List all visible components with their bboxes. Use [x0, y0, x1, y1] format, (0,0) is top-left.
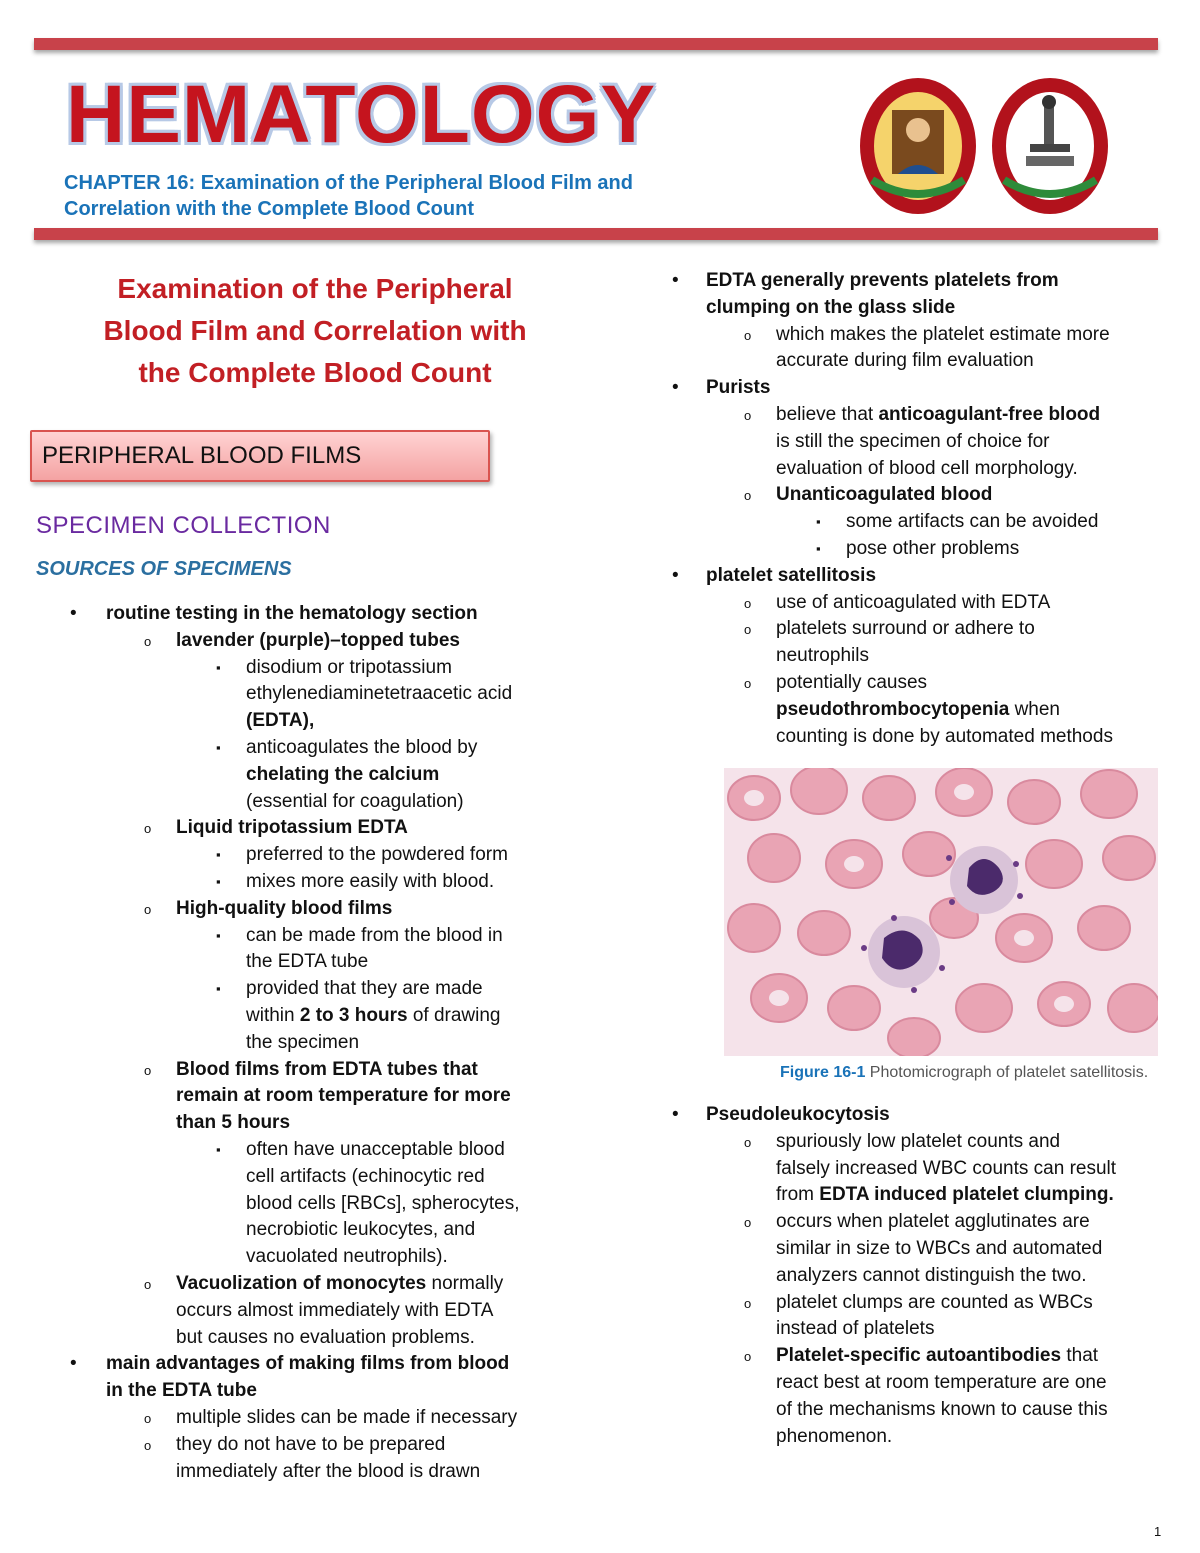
- list-item: • main advantages of making films from blood in the EDTA tube o multiple slides can be made if necessary o they do not have to be prepared immediately after the blood is drawn: [30, 1351, 600, 1485]
- list-item: • platelet satellitosis o use of anticoagulated with EDTA o platelets surround or adhere to neutrophils o potentially causes pseudothrombocytopenia when counting is done by automated methods: [660, 563, 1170, 751]
- list-item: o Unanticoagulated blood ▪ some artifacts can be avoided ▪ pose other problems: [660, 482, 1170, 562]
- list-item: o platelet clumps are counted as WBCs instead of platelets: [660, 1290, 1170, 1344]
- list-item: ▪ mixes more easily with blood.: [30, 869, 600, 896]
- list-item: ▪ can be made from the blood in the EDTA tube: [30, 923, 600, 977]
- list-item: ▪ often have unacceptable blood cell artifacts (echinocytic red blood cells [RBCs], spherocytes, necrobiotic leukocytes, and vacuolated neutrophils).: [30, 1137, 600, 1271]
- list-item: ▪ anticoagulates the blood by chelating the calcium (essential for coagulation): [30, 735, 600, 815]
- college-seal-logo: [990, 76, 1110, 216]
- list-item: o lavender (purple)–topped tubes ▪ disodium or tripotassium ethylenediaminetetraacetic acid (EDTA), ▪ anticoagulates the blood by chelating the calcium (essential for coagulation): [30, 628, 600, 816]
- list-item: • routine testing in the hematology section o lavender (purple)–topped tubes ▪ disodium or tripotassium ethylenediaminetetraacetic acid (EDTA), ▪ anticoagulates the blood by chelating the calcium (essential for coagulation) o Liquid tripotassium EDTA ▪ preferred to the powdered form ▪ mixes more easily with blood. o High-quality blood films ▪ can be made from the blood in the EDTA tube ▪ provided that they are made within 2 to 3 hours of drawing the specimen o Blood films from EDTA tubes that remain at room temperature for more than 5 hours ▪ often have unacceptable blood cell artifacts (echinocytic red blood cells [RBCs], spherocytes, necrobiotic leukocytes, and vacuolated neutrophils). o Vacuolization of monocytes normally occurs almost immediately with EDTA but causes no evaluation problems.: [30, 601, 600, 1351]
- subsubsection-heading: SOURCES OF SPECIMENS: [36, 558, 292, 580]
- list-item: • EDTA generally prevents platelets from clumping on the glass slide o which makes the platelet estimate more accurate during film evaluation: [660, 268, 1170, 375]
- university-seal-logo: [858, 76, 978, 216]
- bullet-list: [660, 1102, 1170, 1450]
- list-item: o Blood films from EDTA tubes that remain at room temperature for more than 5 hours ▪ often have unacceptable blood cell artifacts (echinocytic red blood cells [RBCs], spherocytes, necrobiotic leukocytes, and vacuolated neutrophils).: [30, 1057, 600, 1271]
- list-item: o multiple slides can be made if necessary: [30, 1405, 600, 1432]
- list-item: ▪ disodium or tripotassium ethylenediaminetetraacetic acid (EDTA),: [30, 655, 600, 735]
- document-heading: Examination of the Peripheral Blood Film and Correlation with the Complete Blood Count: [103, 273, 527, 388]
- subsection-heading: SPECIMEN COLLECTION: [36, 512, 331, 539]
- list-item: o platelets surround or adhere to neutrophils: [660, 616, 1170, 670]
- list-item: o High-quality blood films ▪ can be made from the blood in the EDTA tube ▪ provided that they are made within 2 to 3 hours of drawing the specimen: [30, 896, 600, 1057]
- bullet-list: [30, 601, 600, 1485]
- chapter-subtitle: CHAPTER 16: Examination of the Peripheral Blood Film and Correlation with the Complete Blood Count: [64, 172, 633, 220]
- photomicrograph-figure: [724, 768, 1158, 1056]
- header-bottom-bar: [34, 228, 1158, 240]
- list-item: o spuriously low platelet counts and falsely increased WBC counts can result from EDTA induced platelet clumping.: [660, 1129, 1170, 1209]
- list-item: ▪ some artifacts can be avoided: [660, 509, 1170, 536]
- bullet-list: [660, 268, 1170, 750]
- list-item: o Platelet-specific autoantibodies that react best at room temperature are one of the mechanisms known to cause this phenomenon.: [660, 1343, 1170, 1450]
- list-item: o occurs when platelet agglutinates are similar in size to WBCs and automated analyzers cannot distinguish the two.: [660, 1209, 1170, 1289]
- left-column: [30, 268, 600, 1485]
- list-item: o Vacuolization of monocytes normally occurs almost immediately with EDTA but causes no evaluation problems.: [30, 1271, 600, 1351]
- list-item: o they do not have to be prepared immediately after the blood is drawn: [30, 1432, 600, 1486]
- section-heading-box: PERIPHERAL BLOOD FILMS: [30, 430, 490, 482]
- page-title: HEMATOLOGY: [66, 69, 657, 160]
- page-number: 1: [1154, 1524, 1162, 1539]
- list-item: • Purists o believe that anticoagulant-free blood is still the specimen of choice for evaluation of blood cell morphology. o Unanticoagulated blood ▪ some artifacts can be avoided ▪ pose other problems: [660, 375, 1170, 563]
- list-item: ▪ preferred to the powdered form: [30, 842, 600, 869]
- list-item: • Pseudoleukocytosis o spuriously low platelet counts and falsely increased WBC counts can result from EDTA induced platelet clumping. o occurs when platelet agglutinates are similar in size to WBCs and automated analyzers cannot distinguish the two. o platelet clumps are counted as WBCs instead of platelets o Platelet-specific autoantibodies that react best at room temperature are one of the mechanisms known to cause this phenomenon.: [660, 1102, 1170, 1450]
- list-item: ▪ provided that they are made within 2 to 3 hours of drawing the specimen: [30, 976, 600, 1056]
- list-item: o use of anticoagulated with EDTA: [660, 590, 1170, 617]
- blood-smear-image: [724, 768, 1158, 1056]
- list-item: ▪ pose other problems: [660, 536, 1170, 563]
- list-item: o potentially causes pseudothrombocytopenia when counting is done by automated methods: [660, 670, 1170, 750]
- list-item: o believe that anticoagulant-free blood is still the specimen of choice for evaluation of blood cell morphology.: [660, 402, 1170, 482]
- header-top-bar: [34, 38, 1158, 50]
- list-item: o Liquid tripotassium EDTA ▪ preferred to the powdered form ▪ mixes more easily with blood.: [30, 815, 600, 895]
- list-item: o which makes the platelet estimate more accurate during film evaluation: [660, 322, 1170, 376]
- figure-caption: Figure 16-1 Photomicrograph of platelet satellitosis.: [780, 1064, 1149, 1081]
